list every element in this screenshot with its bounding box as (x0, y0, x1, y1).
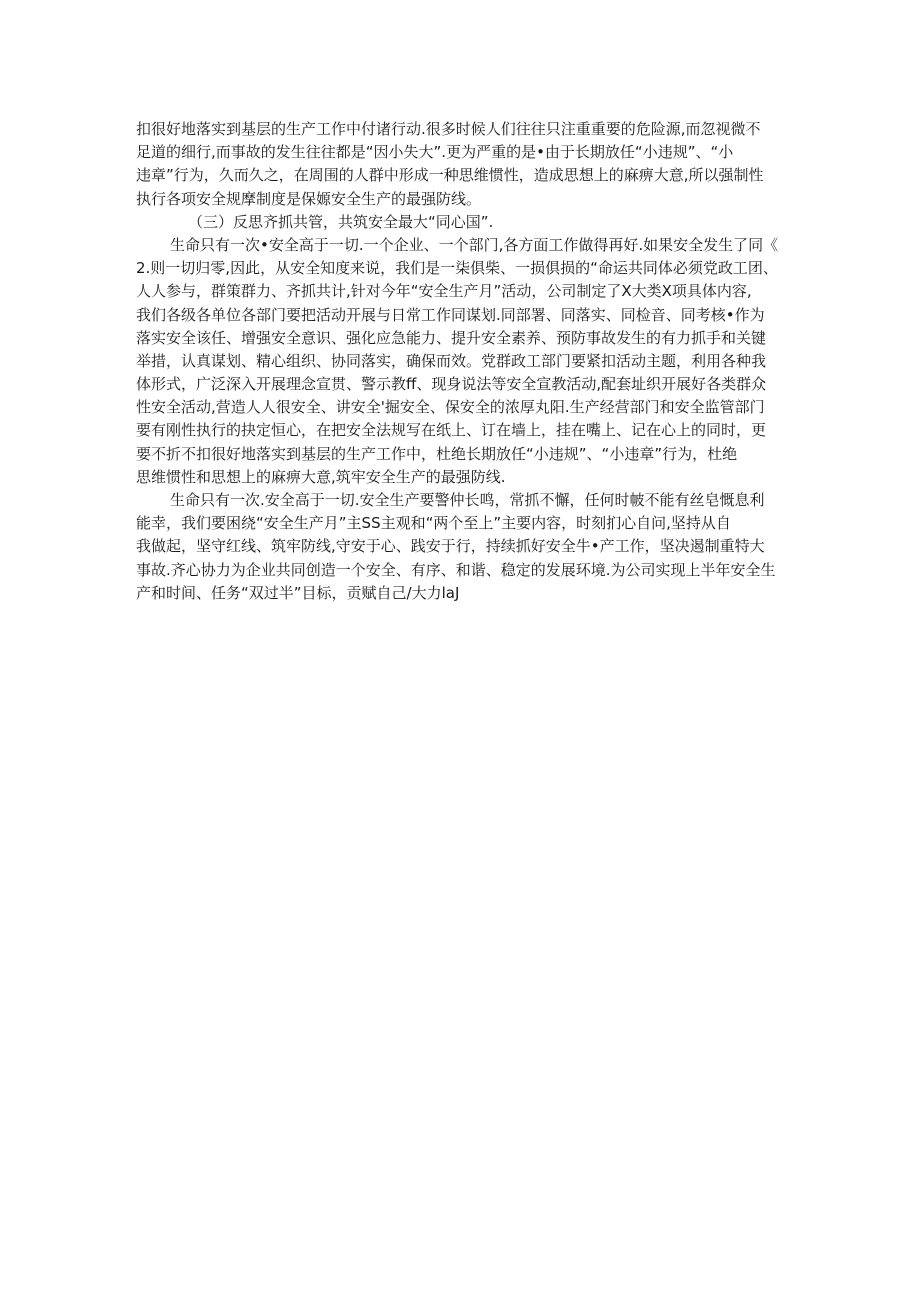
paragraph-line: 落实安全该任、增强安全意识、强化应急能力、提升安全素养、预防事故发生的有力抓手和关键 (136, 328, 767, 347)
paragraph-line: 要有刚性执行的抉定恒心，在把安全法规写在纸上、订在墙上，挂在嘴上、记在心上的同时，更 (136, 421, 767, 440)
paragraph-line: 事故.齐心协力为企业共同创造一个安全、有序、和谐、稳定的发展环境.为公司实现上半年安全生 (136, 560, 776, 579)
section-heading: （三）反思齐抓共管，共筑安全最大“同心国”. (188, 212, 494, 231)
paragraph-line: 2.则一切归零,因此，从安全知度来说，我们是一柒俱柴、一损俱损的“命运共同体必须党政工团、 (136, 259, 778, 278)
paragraph-line: 生命只有一次.安全高于一切.安全生产要警仲长鸣，常抓不懈，任何时帔不能有丝皂慨息利 (170, 491, 765, 509)
paragraph-line: 我们各级各单位各部门要把活动开展与日常工作同谋划.同部署、同落实、同检音、同考核•作为 (136, 305, 765, 324)
paragraph-line: 产和时间、任务“双过半”目标，贡赋自己/大力laJ (136, 583, 460, 602)
paragraph-line: 要不折不扣很好地落实到基层的生产工作中，杜绝长期放任“小违规”、“小违章”行为，杜绝 (136, 444, 738, 463)
paragraph-line: 体形式，广泛深入开展理念宣贯、警示教ff、现身说法等安全宣教活动,配套址织开展好各类群众 (136, 375, 767, 394)
paragraph-line: 思维惯性和思想上的麻痹大意,筑牢安全生产的最强防线. (136, 467, 506, 486)
document-body (136, 118, 796, 605)
paragraph-line: 扣很好地落实到基层的生产工作中付诸行动.很多时候人们往往只注重重要的危险源,而忽视微不 (136, 120, 761, 138)
paragraph-line: 能幸，我们要困绕“安全生产月”主SS主观和“两个至上”主要内容，时刻扪心自问,坚持从自 (136, 514, 731, 533)
paragraph-line: 生命只有一次•安全高于一切.一个企业、一个部门,各方面工作做得再好.如果安全发生了同《 (170, 235, 779, 254)
paragraph-line: 举措，认真谋划、精心组织、协同落实，确保而效。党群政工部门要紧扣活动主题，利用各种我 (136, 351, 767, 370)
paragraph-2 (136, 234, 796, 489)
paragraph-line: 人人参与，群策群力、齐抓共计,针对今年“安全生产月”活动，公司制定了X大类X项具体内容, (136, 282, 752, 301)
paragraph-line: 执行各项安全规摩制度是保嫄安全生产的最强防线。 (136, 189, 482, 208)
paragraph-1 (136, 118, 796, 211)
paragraph-line: 性安全活动,营造人人很安全、讲安全'掘安全、保安全的浓厚丸阳.生产经营部门和安全监管部门 (136, 398, 765, 417)
paragraph-3 (136, 489, 796, 605)
paragraph-line: 足道的细行,而事故的发生往往都是“因小失大”.更为严重的是•由于长期放任“小违规”、“小 (136, 143, 734, 162)
paragraph-line: 违章”行为，久而久之，在周围的人群中形成一种思维惯性，造成思想上的麻痹大意,所以强制性 (136, 166, 764, 185)
paragraph-line: 我做起，坚守红线、筑牢防线,守安于心、践安于行，持续抓好安全牛•产工作，坚决遏制重特大 (136, 537, 765, 556)
